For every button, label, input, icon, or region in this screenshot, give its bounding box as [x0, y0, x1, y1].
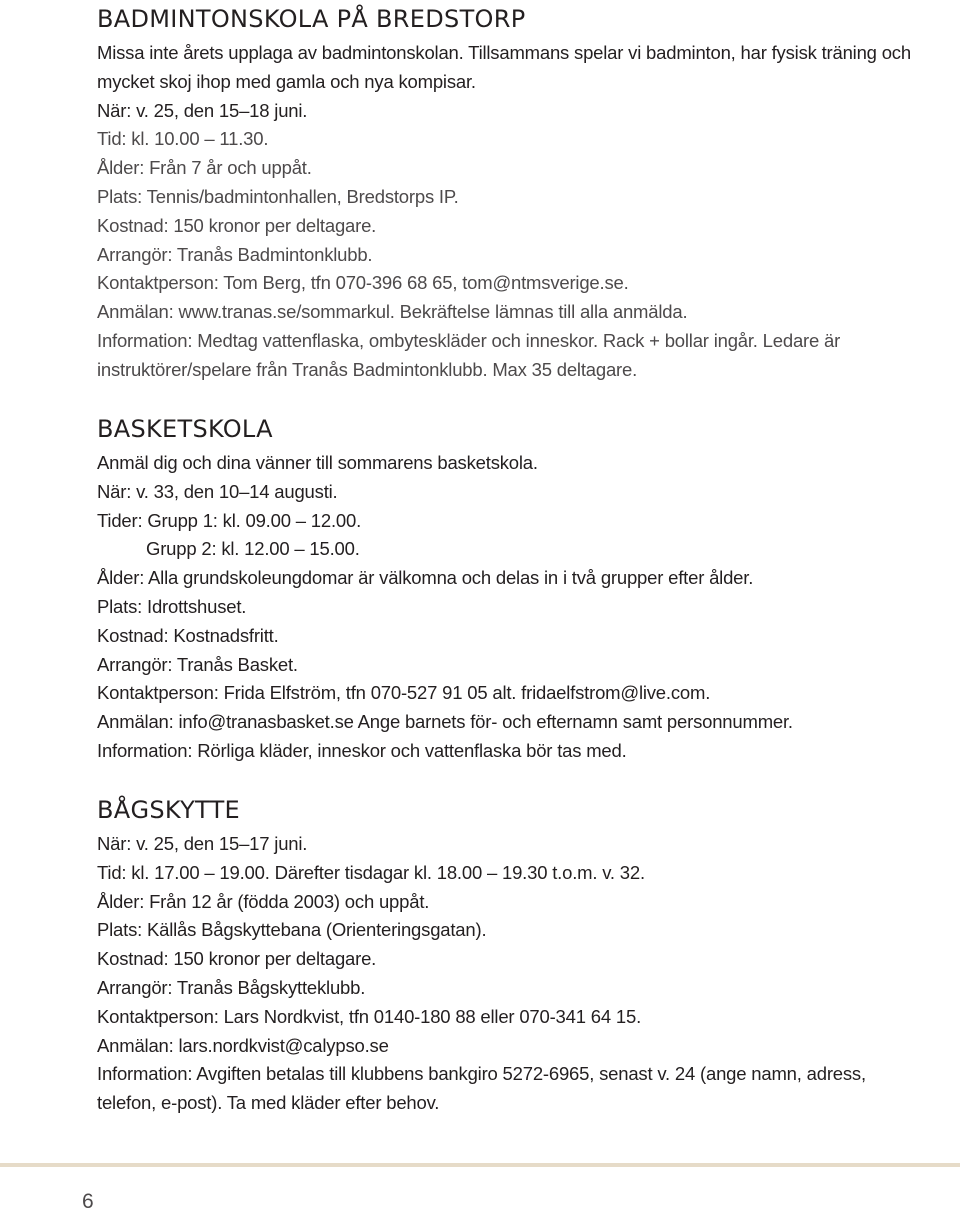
badminton-title: BADMINTONSKOLA PÅ BREDSTORP — [97, 5, 526, 33]
basket-times-group-1: Tider: Grupp 1: kl. 09.00 – 12.00. — [97, 509, 362, 531]
basket-age: Ålder: Alla grundskoleungdomar är välkomna och delas in i två grupper efter ålder. — [97, 567, 754, 589]
basket-contact: Kontaktperson: Frida Elfström, tfn 070-527 91 05 alt. fridaelfstrom@live.com. — [97, 682, 711, 704]
bagskytte-cost: Kostnad: 150 kronor per deltagare. — [97, 948, 377, 970]
bagskytte-organizer: Arrangör: Tranås Bågskytteklubb. — [97, 976, 366, 998]
badminton-when: När: v. 25, den 15–18 juni. — [97, 99, 308, 121]
basket-when: När: v. 33, den 10–14 augusti. — [97, 480, 338, 502]
badminton-place: Plats: Tennis/badmintonhallen, Bredstorps IP. — [97, 185, 459, 207]
bagskytte-title: BÅGSKYTTE — [97, 796, 241, 824]
badminton-contact: Kontaktperson: Tom Berg, tfn 070-396 68 65, tom@ntmsverige.se. — [97, 272, 629, 294]
badminton-time: Tid: kl. 10.00 – 11.30. — [97, 128, 269, 150]
badminton-organizer: Arrangör: Tranås Badmintonklubb. — [97, 243, 373, 265]
badminton-info: Information: Medtag vattenflaska, ombyteskläder och inneskor. Rack + bollar ingår. Ledare är instruktörer/spelare från Tranås Badmintonklubb. Max 35 deltagare. — [97, 329, 841, 380]
bagskytte-age: Ålder: Från 12 år (födda 2003) och uppåt. — [97, 890, 430, 912]
page-number: 6 — [82, 1190, 94, 1213]
basket-title: BASKETSKOLA — [97, 415, 273, 443]
basket-place: Plats: Idrottshuset. — [97, 595, 247, 617]
bagskytte-when: När: v. 25, den 15–17 juni. — [97, 833, 308, 854]
badminton-section — [97, 4, 920, 385]
badminton-intro: Missa inte årets upplaga av badmintonskolan. Tillsammans spelar vi badminton, har fysisk träning och mycket skoj ihop med gamla och nya kompisar. — [97, 42, 911, 92]
basket-organizer: Arrangör: Tranås Basket. — [97, 653, 298, 675]
basket-cost: Kostnad: Kostnadsfritt. — [97, 624, 279, 646]
bagskytte-info: Information: Avgiften betalas till klubbens bankgiro 5272-6965, senast v. 24 (ange namn, adress, telefon, e-post). Ta med kläder efter behov. — [97, 1063, 866, 1114]
basket-intro: Anmäl dig och dina vänner till sommarens basketskola. — [97, 452, 538, 473]
bagskytte-place: Plats: Källås Bågskyttebana (Orienteringsgatan). — [97, 919, 487, 941]
basket-info: Information: Rörliga kläder, inneskor och vattenflaska bör tas med. — [97, 739, 627, 761]
badminton-age: Ålder: Från 7 år och uppåt. — [97, 157, 312, 179]
badminton-cost: Kostnad: 150 kronor per deltagare. — [97, 214, 377, 236]
bagskytte-section — [97, 795, 920, 1118]
footer-divider — [0, 1163, 960, 1167]
basket-signup: Anmälan: info@tranasbasket.se Ange barnets för- och efternamn samt personnummer. — [97, 711, 793, 733]
basket-times-group-2: Grupp 2: kl. 12.00 – 15.00. — [146, 538, 360, 560]
badminton-signup: Anmälan: www.tranas.se/sommarkul. Bekräftelse lämnas till alla anmälda. — [97, 301, 688, 323]
bagskytte-signup: Anmälan: lars.nordkvist@calypso.se — [97, 1034, 389, 1056]
bagskytte-time: Tid: kl. 17.00 – 19.00. Därefter tisdagar kl. 18.00 – 19.30 t.o.m. v. 32. — [97, 861, 645, 883]
bagskytte-contact: Kontaktperson: Lars Nordkvist, tfn 0140-180 88 eller 070-341 64 15. — [97, 1005, 642, 1027]
basket-section — [97, 414, 920, 766]
